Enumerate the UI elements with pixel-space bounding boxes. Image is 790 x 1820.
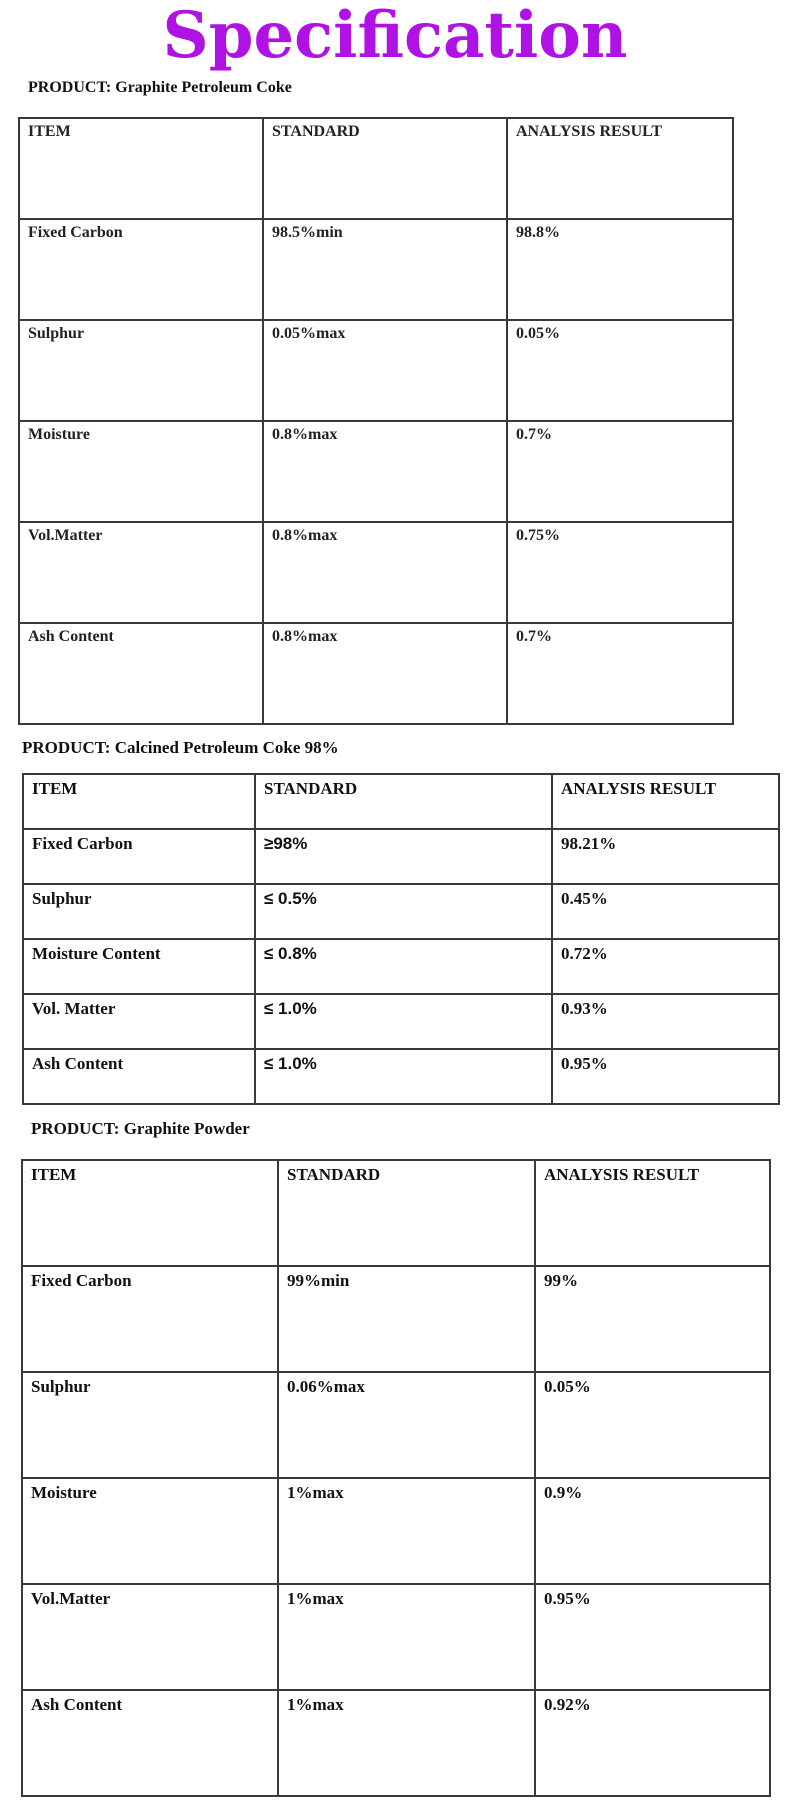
table-header-row [23,774,779,829]
table-row [23,939,779,994]
table-row [22,1478,770,1584]
header-item: ITEM [23,774,255,829]
cell-standard: 0.8%max [263,623,507,724]
cell-result: 0.7% [507,623,733,724]
cell-result: 0.93% [552,994,779,1049]
product-label-calcined-petroleum-coke: PRODUCT: Calcined Petroleum Coke 98% [22,738,339,757]
cell-standard: 1%max [278,1584,535,1690]
cell-item: Ash Content [22,1690,278,1796]
cell-standard: ≥98% [255,829,552,884]
cell-standard: ≤ 0.5% [255,884,552,939]
cell-result: 0.45% [552,884,779,939]
cell-standard: 0.8%max [263,522,507,623]
cell-item: Vol. Matter [23,994,255,1049]
table-row [19,623,733,724]
cell-result: 0.92% [535,1690,770,1796]
header-analysis-result: ANALYSIS RESULT [507,118,733,219]
product-label-graphite-powder: PRODUCT: Graphite Powder [31,1119,250,1138]
cell-result: 0.05% [507,320,733,421]
cell-standard: 0.06%max [278,1372,535,1478]
header-item: ITEM [22,1160,278,1266]
cell-item: Vol.Matter [19,522,263,623]
cell-result: 98.8% [507,219,733,320]
cell-standard: 0.05%max [263,320,507,421]
cell-result: 99% [535,1266,770,1372]
cell-result: 0.75% [507,522,733,623]
spec-table-graphite-powder [21,1159,771,1797]
table-row [19,219,733,320]
header-item: ITEM [19,118,263,219]
table-row [19,522,733,623]
table-row [22,1266,770,1372]
cell-standard: 1%max [278,1478,535,1584]
cell-standard: ≤ 0.8% [255,939,552,994]
cell-standard: ≤ 1.0% [255,994,552,1049]
table-row [22,1372,770,1478]
table-row [22,1584,770,1690]
cell-item: Moisture [19,421,263,522]
cell-result: 0.9% [535,1478,770,1584]
table-row [23,994,779,1049]
cell-result: 98.21% [552,829,779,884]
cell-result: 0.95% [535,1584,770,1690]
cell-standard: 0.8%max [263,421,507,522]
cell-item: Ash Content [19,623,263,724]
page-title: Specification [162,0,628,73]
cell-item: Sulphur [22,1372,278,1478]
cell-item: Sulphur [23,884,255,939]
cell-standard: 1%max [278,1690,535,1796]
table-row [19,320,733,421]
cell-item: Sulphur [19,320,263,421]
cell-item: Moisture [22,1478,278,1584]
header-analysis-result: ANALYSIS RESULT [552,774,779,829]
header-standard: STANDARD [263,118,507,219]
cell-result: 0.95% [552,1049,779,1104]
cell-item: Vol.Matter [22,1584,278,1690]
cell-result: 0.05% [535,1372,770,1478]
cell-result: 0.7% [507,421,733,522]
table-row [23,829,779,884]
cell-item: Fixed Carbon [23,829,255,884]
table-header-row [19,118,733,219]
header-standard: STANDARD [278,1160,535,1266]
cell-standard: 98.5%min [263,219,507,320]
cell-standard: ≤ 1.0% [255,1049,552,1104]
table-header-row [22,1160,770,1266]
cell-item: Fixed Carbon [22,1266,278,1372]
table-row [23,1049,779,1104]
table-row [22,1690,770,1796]
cell-item: Ash Content [23,1049,255,1104]
spec-table-graphite-petroleum-coke [18,117,734,725]
header-analysis-result: ANALYSIS RESULT [535,1160,770,1266]
product-label-graphite-petroleum-coke: PRODUCT: Graphite Petroleum Coke [28,79,292,96]
cell-standard: 99%min [278,1266,535,1372]
spec-table-calcined-petroleum-coke [22,773,780,1105]
table-row [23,884,779,939]
cell-item: Fixed Carbon [19,219,263,320]
header-standard: STANDARD [255,774,552,829]
cell-item: Moisture Content [23,939,255,994]
table-row [19,421,733,522]
cell-result: 0.72% [552,939,779,994]
